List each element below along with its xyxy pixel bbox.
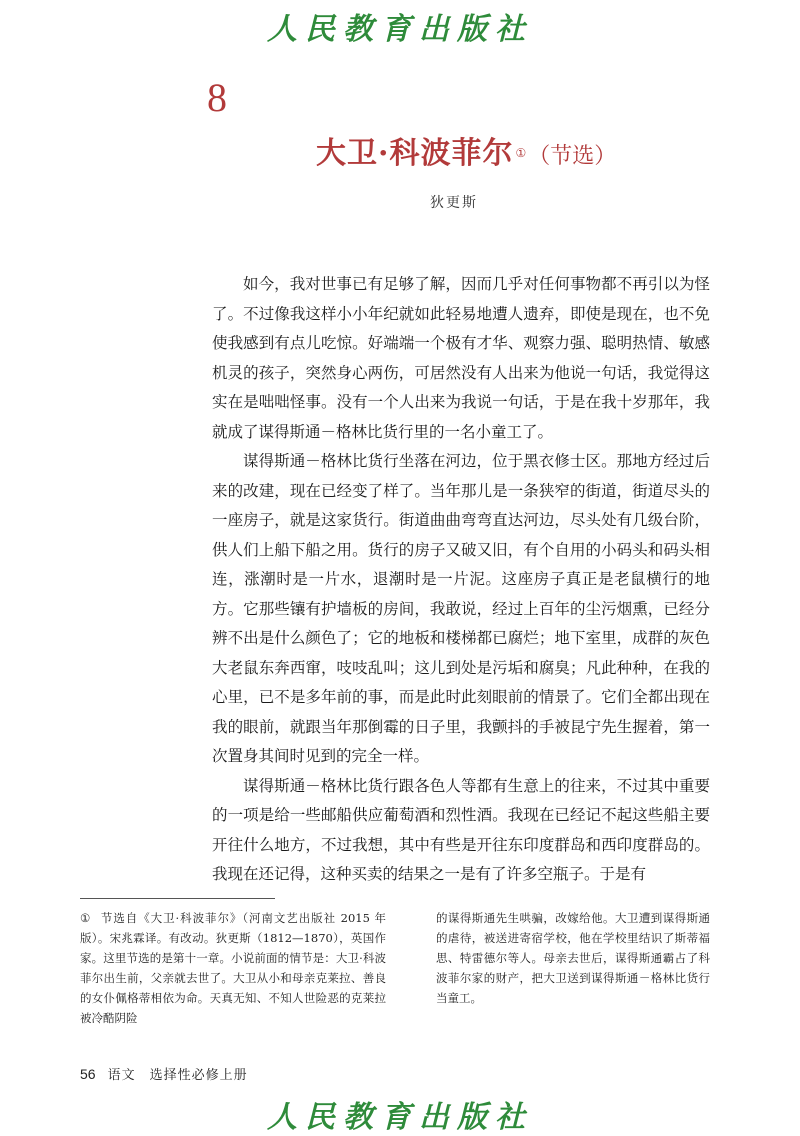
- paragraph: 谋得斯通－格林比货行跟各色人等都有生意上的往来，不过其中重要的一项是给一些邮船供应葡萄酒和烈性酒。我现在已经记不起这些船主要开往什么地方，不过我想，其中有些是开往东印度群岛和西印度群岛的。我现在还记得，这种买卖的结果之一是有了许多空瓶子。于是有: [212, 776, 710, 883]
- paragraph: 谋得斯通－格林比货行坐落在河边，位于黑衣修士区。那地方经过后来的改建，现在已经变了样了。当年那儿是一条狭窄的街道，街道尽头的一座房子，就是这家货行。街道曲曲弯弯直达河边，尽头处有几级台阶，供人们上船下船之用。货行的房子又破又旧，有个自用的小码头和码头相连，涨潮时是一片水，退潮时是一片泥。这座房子真正是老鼠横行的地方。它那些镶有护墙板的房间，我敢说，经过上百年的尘污烟熏，已经分辨不出是什么颜色了；它的地板和楼梯都已腐烂；地下室里，成群的灰色大老鼠东奔西窜，吱吱乱叫；这儿到处是污垢和腐臭；凡此种种，在我的心里，已不是多年前的事，而是此时此刻眼前的情景了。它们全都出现在我的眼前，就跟当年那倒霉的日子里，我颤抖的手被昆宁先生握着，第一次置身其间时见到的完全一样。: [212, 452, 710, 765]
- chapter-number: 8: [207, 75, 227, 120]
- author-name: 狄更斯: [430, 195, 478, 211]
- footnote-left-column: [80, 908, 386, 1028]
- footnote-text-right: 的谋得斯通先生哄骗，改嫁给他。大卫遭到谋得斯通的虐待，被送进寄宿学校，他在学校里结识了斯蒂福思、特雷德尔等人。母亲去世后，谋得斯通霸占了科波菲尔家的财产，把大卫送到谋得斯通－格林比货行当童工。: [436, 911, 710, 1005]
- book-title: 语文 选择性必修上册: [107, 1068, 248, 1083]
- footnote-divider: [80, 898, 275, 899]
- title-footnote-marker: ①: [515, 145, 527, 160]
- page-footer: [80, 1064, 248, 1083]
- title-main: 大卫·科波菲尔: [316, 136, 514, 171]
- footnote-right-column: [436, 908, 710, 1008]
- title-subtitle: （节选）: [528, 144, 617, 169]
- article-body: [212, 270, 710, 890]
- footnote-marker: ①: [80, 911, 91, 925]
- page-number: 56: [80, 1066, 96, 1082]
- publisher-logo-footer: 人民教育出版社: [267, 1100, 533, 1135]
- publisher-logo-header: 人民教育出版社: [267, 12, 533, 47]
- footnote-text-left: 节选自《大卫·科波菲尔》（河南文艺出版社 2015 年版）。宋兆霖译。有改动。狄更斯（1812—1870），英国作家。这里节选的是第十一章。小说前面的情节是：大卫·科波菲尔出生前，父亲就去世了。大卫从小和母亲克莱拉、善良的女仆佩格蒂相依为命。天真无知、不知人世险恶的克莱拉被冷酷阴险: [80, 911, 386, 1025]
- page-title: [316, 128, 616, 172]
- paragraph: 如今，我对世事已有足够了解，因而几乎对任何事物都不再引以为怪了。不过像我这样小小年纪就如此轻易地遭人遗弃，即使是现在，也不免使我感到有点儿吃惊。好端端一个极有才华、观察力强、聪明热情、敏感机灵的孩子，突然身心两伤，可居然没有人出来为他说一句话，我觉得这实在是咄咄怪事。没有一个人出来为我说一句话，于是在我十岁那年，我就成了谋得斯通－格林比货行里的一名小童工了。: [212, 275, 710, 441]
